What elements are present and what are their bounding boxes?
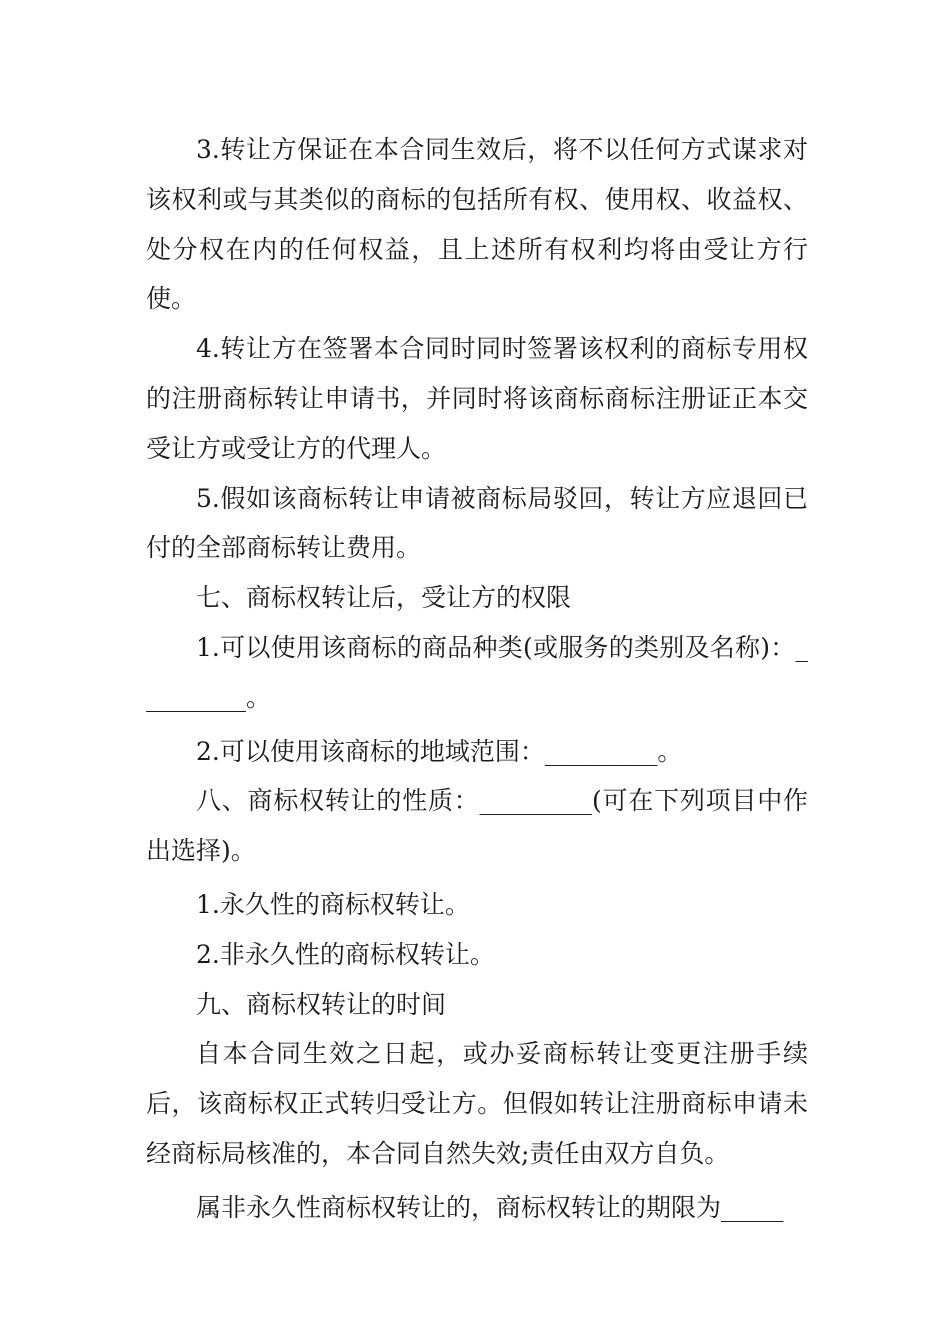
term-paragraph: 属非永久性商标权转让的，商标权转让的期限为_____ xyxy=(196,1192,784,1222)
section-9-paragraph: 自本合同生效之日起，或办妥商标转让变更注册手续后，该商标权正式转归受让方。但假如转让注册商标申请未经商标局核准的，本合同自然失效;责任由双方自负。 xyxy=(146,1039,808,1168)
section-7-item-2: 2.可以使用该商标的地域范围：_________。 xyxy=(196,736,683,766)
section-8-option-1: 1.永久性的商标权转让。 xyxy=(196,889,470,919)
document-page xyxy=(146,125,808,1233)
clause-5-paragraph: 5.假如该商标转让申请被商标局驳回，转让方应退回已付的全部商标转让费用。 xyxy=(146,483,808,563)
section-7-heading: 七、商标权转让后，受让方的权限 xyxy=(196,583,572,613)
section-8-option-2: 2.非永久性的商标权转让。 xyxy=(196,939,495,969)
clause-4-paragraph: 4.转让方在签署本合同时同时签署该权利的商标专用权的注册商标转让申请书，并同时将该商标商标注册证正本交受让方或受让方的代理人。 xyxy=(146,334,808,463)
section-7-item-1: 1.可以使用该商标的商品种类(或服务的类别及名称)：_________。 xyxy=(146,632,808,712)
clause-3-paragraph: 3.转让方保证在本合同生效后，将不以任何方式谋求对该权利或与其类似的商标的包括所有权、使用权、收益权、处分权在内的任何权益，且上述所有权利均将由受让方行使。 xyxy=(146,135,808,314)
section-8-heading: 八、商标权转让的性质：_________(可在下列项目中作出选择)。 xyxy=(146,786,808,866)
section-9-heading: 九、商标权转让的时间 xyxy=(196,989,447,1019)
